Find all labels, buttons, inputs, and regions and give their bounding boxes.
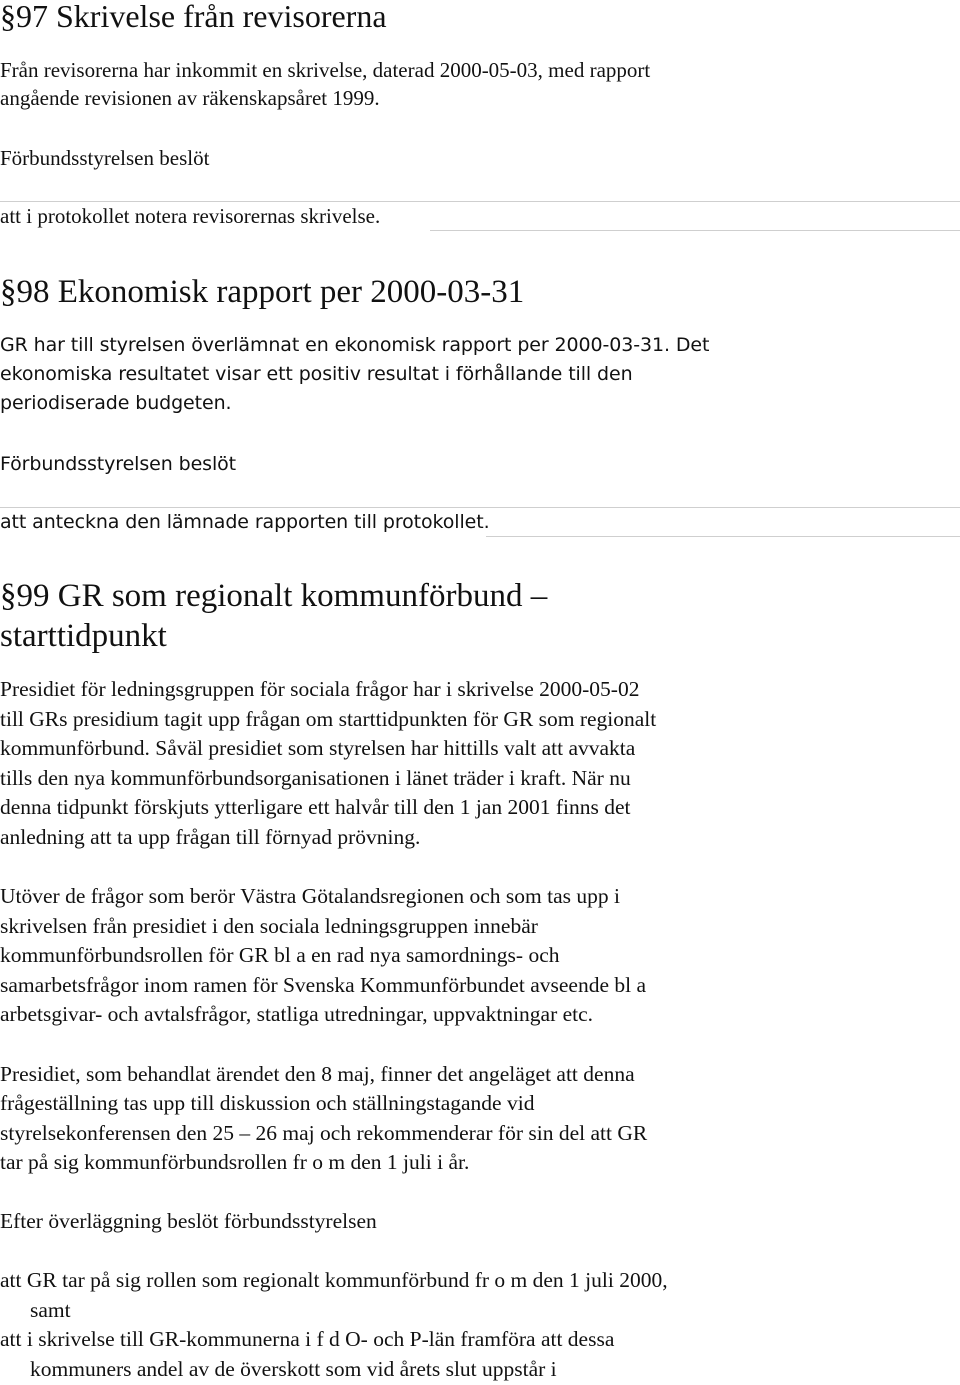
section-98-heading: §98 Ekonomisk rapport per 2000-03-31: [0, 274, 525, 310]
section-99-paragraph-1-line-4: tills den nya kommunförbundsorganisationen i länet träder i kraft. När nu: [0, 766, 631, 790]
section-99-decision-intro: Efter överläggning beslöt förbundsstyrelsen: [0, 1209, 377, 1233]
section-99-paragraph-3-line-4: tar på sig kommunförbundsrollen fr o m den 1 juli i år.: [0, 1150, 470, 1174]
decision-divider: [486, 536, 960, 537]
section-97-paragraph-line-1: Från revisorerna har inkommit en skrivelse, daterad 2000-05-03, med rapport: [0, 58, 651, 82]
section-99-decision-1-line-1: att GR tar på sig rollen som regionalt kommunförbund fr o m den 1 juli 2000,: [0, 1268, 668, 1292]
section-99-paragraph-1-line-2: till GRs presidium tagit upp frågan om starttidpunkten för GR som regionalt: [0, 707, 657, 731]
section-98-paragraph-line-1: GR har till styrelsen överlämnat en ekonomisk rapport per 2000-03-31. Det: [0, 334, 710, 356]
section-99-paragraph-1-line-3: kommunförbund. Såväl presidiet som styrelsen har hittills valt att avvakta: [0, 736, 636, 760]
section-99-paragraph-1-line-6: anledning att ta upp frågan till förnyad prövning.: [0, 825, 421, 849]
section-99-paragraph-1-line-1: Presidiet för ledningsgruppen för sociala frågor har i skrivelse 2000-05-02: [0, 677, 640, 701]
section-97-decision: att i protokollet notera revisorernas skrivelse.: [0, 204, 381, 228]
section-99-paragraph-2-line-3: kommunförbundsrollen för GR bl a en rad nya samordnings- och: [0, 943, 560, 967]
section-98-paragraph-line-2: ekonomiska resultatet visar ett positiv resultat i förhållande till den: [0, 363, 633, 385]
section-97-heading: §97 Skrivelse från revisorerna: [0, 0, 387, 34]
section-99-paragraph-2-line-1: Utöver de frågor som berör Västra Götalandsregionen och som tas upp i: [0, 884, 620, 908]
section-98-paragraph-line-3: periodiserade budgeten.: [0, 392, 232, 414]
section-99-decision-1-line-2: samt: [30, 1298, 71, 1322]
section-99-decision-2-line-2: kommuners andel av de överskott som vid årets slut uppstår i: [30, 1357, 557, 1381]
decision-divider: [430, 230, 960, 231]
section-99-decision-2-line-1: att i skrivelse till GR-kommunerna i f d O- och P-län framföra att dessa: [0, 1327, 615, 1351]
section-98-decision: att anteckna den lämnade rapporten till protokollet.: [0, 511, 490, 533]
section-99-paragraph-3-line-2: frågeställning tas upp till diskussion och ställningstagande vid: [0, 1091, 535, 1115]
section-99-paragraph-2-line-4: samarbetsfrågor inom ramen för Svenska Kommunförbundet avseende bl a: [0, 973, 646, 997]
section-99-heading-line-2: starttidpunkt: [0, 618, 167, 654]
section-99-paragraph-2-line-2: skrivelsen från presidiet i den sociala ledningsgruppen innebär: [0, 914, 538, 938]
section-99-paragraph-2-line-5: arbetsgivar- och avtalsfrågor, statliga utredningar, uppvaktningar etc.: [0, 1002, 594, 1026]
section-97-decision-intro: Förbundsstyrelsen beslöt: [0, 146, 210, 170]
section-98-decision-intro: Förbundsstyrelsen beslöt: [0, 453, 237, 475]
section-99-paragraph-1-line-5: denna tidpunkt förskjuts ytterligare ett halvår till den 1 jan 2001 finns det: [0, 795, 631, 819]
section-99-paragraph-3-line-1: Presidiet, som behandlat ärendet den 8 maj, finner det angeläget att denna: [0, 1062, 635, 1086]
section-99-paragraph-3-line-3: styrelsekonferensen den 25 – 26 maj och rekommenderar för sin del att GR: [0, 1121, 648, 1145]
section-99-heading-line-1: §99 GR som regionalt kommunförbund –: [0, 578, 548, 614]
section-97-paragraph-line-2: angående revisionen av räkenskapsåret 1999.: [0, 86, 380, 110]
